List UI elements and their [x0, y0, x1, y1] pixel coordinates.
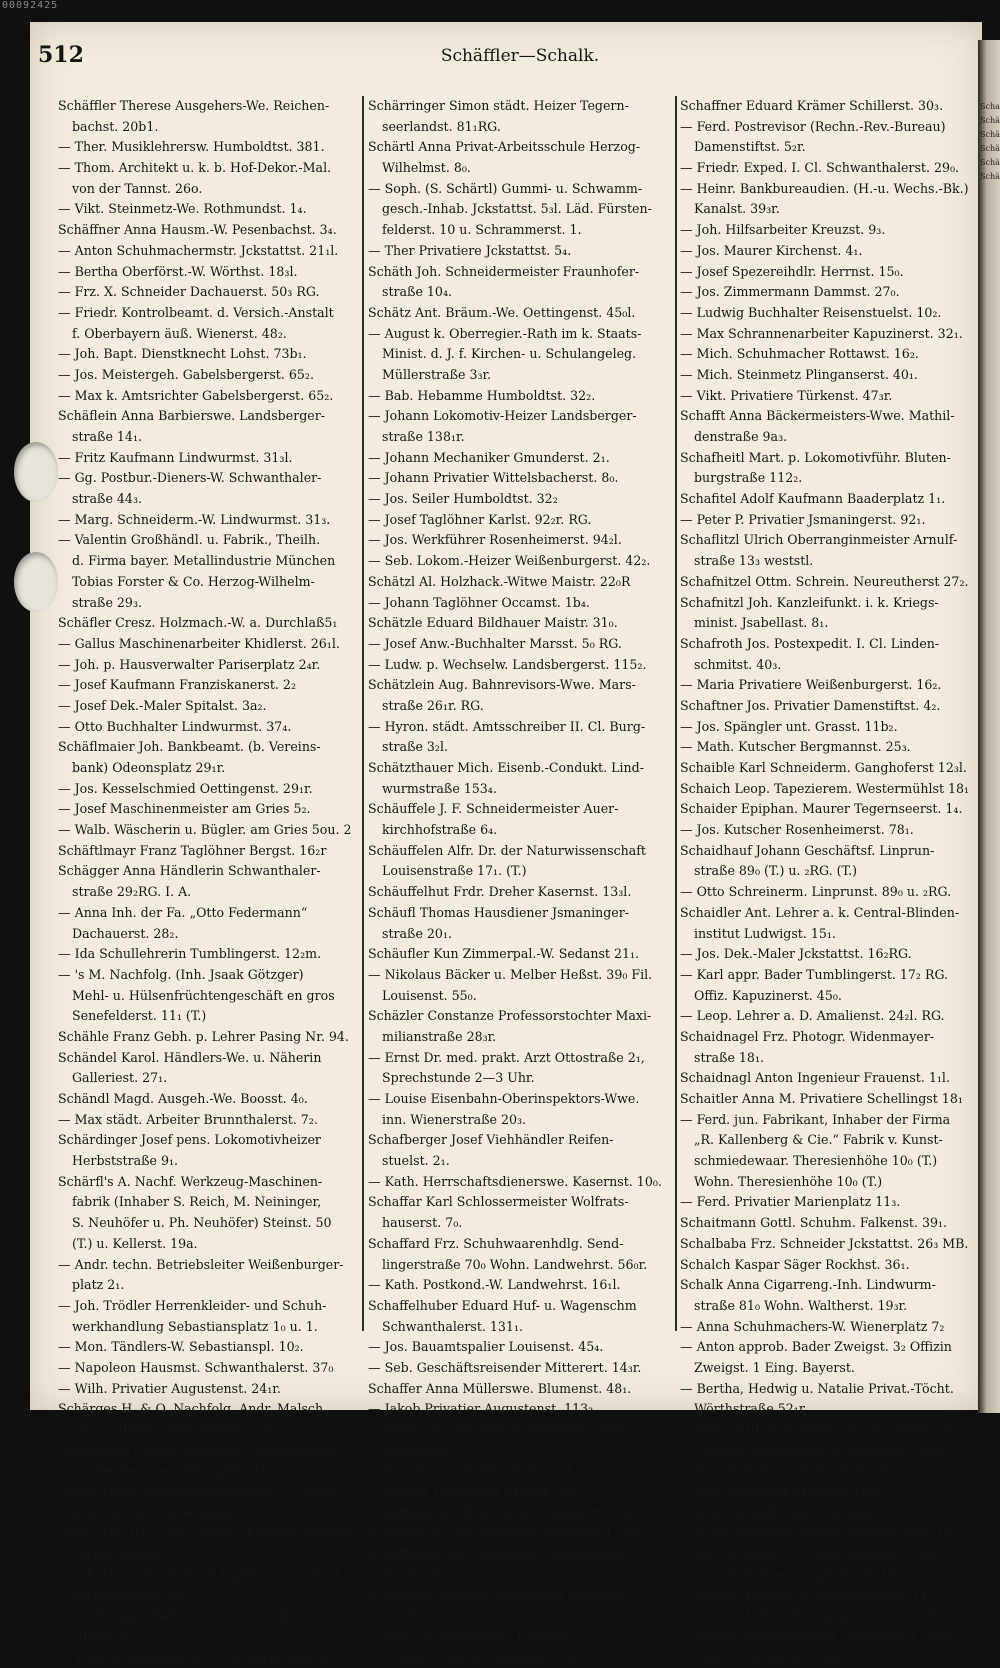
directory-entry-line: — Casilda Wagenwärt.-W. Waltherst. 19₃r.	[680, 1442, 946, 1458]
directory-entry-line: — Marg. Schneiderm.-W. Lindwurmst. 31₃.	[58, 511, 331, 527]
directory-entry-line: Sprechstunde 2—3 Uhr.	[382, 1070, 535, 1086]
directory-entry-line: — Soph. (S. Schärtl) Gummi- u. Schwamm-	[368, 180, 643, 196]
directory-entry-line: Schändel Karol. Händlers-We. u. Näherin	[58, 1049, 322, 1065]
directory-entry-line: Galleriest. 27₁.	[72, 1070, 168, 1086]
directory-entry-line: — Anna Schuhmachers-W. Wienerplatz 7₂	[680, 1318, 945, 1334]
directory-entry-line: u. Oberbeamter Petersplatz 10₂	[72, 1463, 275, 1479]
directory-entry-line: — Ludw. p. Wechselw. Landsbergerst. 115₂.	[368, 656, 647, 672]
directory-entry-line: — Josef Spezereihdlr. Herrnst. 15₀.	[680, 263, 904, 279]
directory-entry-line: schmitst. 40₃.	[694, 656, 782, 672]
directory-entry-line: Schalch Kaspar Säger Rockhst. 36₁.	[680, 1256, 910, 1272]
directory-entry-line: — Seb. Geschäftsreisender Mitterert. 14₃r.	[368, 1359, 642, 1375]
directory-entry-line: gesch.-Inhab. Jckstattst. 5₃l. Läd. Fürsten-	[382, 201, 652, 217]
directory-entry-line: Schafheitl Mart. p. Lokomotivführ. Bluten-	[680, 449, 951, 465]
directory-entry-line: Schäffler Therese Ausgehers-We. Reichen-	[58, 98, 330, 113]
directory-entry-line: d. Firma bayer. Metallindustrie München	[72, 553, 336, 569]
directory-entry-line: straße 81₀ Wohn. Waltherst. 19₃r.	[694, 1297, 908, 1313]
directory-entry-line: Senefelderst. 11₁ (T.)	[72, 1008, 207, 1024]
column-rule	[362, 96, 364, 1331]
directory-entry-line: Schaitmann Gottl. Schuhm. Falkenst. 39₁.	[680, 1215, 948, 1231]
directory-entry-line: — Valentin Großhändl. u. Fabrik., Theilh.	[58, 532, 321, 548]
directory-entry-line: Dachauerst. 28₂.	[72, 925, 179, 941]
adjacent-page-text: Scha Schä Schä Schä Schä Schä	[980, 102, 1000, 181]
directory-entry-line: Gesch. Jckstattst. 3 ₀RG.	[694, 1649, 850, 1665]
directory-entry-line: Tobias Forster & Co. Herzog-Wilhelm-	[72, 573, 315, 589]
directory-entry-line: Schäflmaier Joh. Bankbeamt. (b. Vereins-	[58, 739, 321, 755]
directory-entry-line: — Frz. X. Schneider Dachauerst. 50₃ RG.	[58, 284, 320, 300]
directory-entry-line: — Johann Privatier Wittelsbacherst. 8₀.	[368, 470, 619, 486]
directory-entry-line: — Christ. Privatier Sonnenst. 10₁.	[368, 1649, 585, 1665]
directory-entry-line: — Wilh. Privatier Augustenst. 24₁r.	[58, 1380, 281, 1396]
directory-entry-line: Schärringer Simon städt. Heizer Tegern-	[368, 98, 629, 113]
column-rule	[675, 96, 677, 1331]
directory-entry-line: wiesenfeld 21₁.	[382, 1442, 480, 1458]
directory-entry-line: — Jak. (Fa. Gebr. Schärl) Kupferschmiedmst.	[58, 1566, 344, 1582]
directory-entry-line: — Josef Schäffler am Durchlaß 18¹/₂₀.	[680, 1504, 920, 1520]
directory-entry-line: Schärges H. & O. Nachfolg. Andr. Malsch	[58, 1401, 324, 1417]
directory-entry-line: — Seb. Lokom.-Heizer Weißenburgerst. 42₂.	[368, 553, 651, 569]
directory-entry-line: Herbststraße 9₁.	[72, 1153, 179, 1169]
directory-entry-line: Schaider Epiphan. Maurer Tegernseerst. 1₄.	[680, 801, 963, 817]
directory-entry-line: — Leop. Lehrer a. D. Amalienst. 24₂l. RG.	[680, 1008, 945, 1024]
directory-entry-line: Schafft Anna Bäckermeisters-Wwe. Mathil-	[680, 408, 955, 424]
directory-entry-line: Schärfl's A. Nachf. Werkzeug-Maschinen-	[58, 1173, 323, 1189]
directory-entry-line: — Jos. Meistergeh. Gabelsbergerst. 65₂.	[58, 366, 314, 382]
directory-entry-line: Schäufl Thomas Hausdiener Jsmaninger-	[368, 904, 630, 920]
directory-entry-line: Schafitel Adolf Kaufmann Baaderplatz 1₁.	[680, 491, 946, 507]
directory-entry-line: Charcutiergeschäft Dienerst. 8₀.	[72, 1422, 280, 1437]
directory-entry-line: straße 26₁r. RG.	[382, 697, 484, 713]
directory-entry-line: Damenstiftst. 5₂r.	[694, 139, 806, 155]
directory-entry-line: — Mich. Schuhmacher Rottawst. 16₂.	[680, 346, 919, 362]
directory-entry-line: Schärl Gebr. Kupferschmiedgesch. u. Metall	[58, 1484, 341, 1500]
directory-entry-line: milianstraße 28₃r.	[382, 1028, 497, 1044]
directory-entry-line: straße 18₁.	[694, 1049, 764, 1065]
directory-entry-line: inn. Wienerstraße 20₃.	[382, 1111, 527, 1127]
directory-entry-line: — Gg. Postbur.-Dieners-W. Schwanthaler-	[58, 470, 322, 486]
directory-entry-line: — Bertha Oberförst.-W. Wörthst. 18₃l.	[58, 263, 298, 279]
directory-entry-line: — Thom. Architekt u. k. b. Hof-Dekor.-Mal.	[58, 160, 332, 176]
directory-entry-line: Schaitler Anna M. Privatiere Schellingst 18₁	[680, 1091, 963, 1106]
directory-entry-line: Schaffer Anna Müllerswe. Blumenst. 48₁.	[368, 1380, 632, 1396]
directory-entry-line: Färbergraben 2₀1.	[72, 1587, 190, 1603]
directory-entry-line: Schaffmeier Jos. Ausgeher Gabelsberger-	[368, 1546, 632, 1562]
directory-entry-line: Offiz. Kapuzinerst. 45₀.	[694, 987, 842, 1003]
directory-entry-line: — Ther. Schullehrer. a. D. Färbergraben 2₂.	[58, 1649, 336, 1665]
directory-entry-line: Färbergraben 2₀1.	[72, 1546, 190, 1562]
directory-entry-line: Schäuffelhut Frdr. Dreher Kasernst. 13₃l.	[368, 884, 632, 900]
directory-entry-line: — Max Schrannenarbeiter Kapuzinerst. 32₁.	[680, 325, 963, 341]
running-head: Schäffler—Schalk.	[440, 46, 600, 66]
directory-entry-line: Schägger Anna Händlerin Schwanthaler-	[58, 863, 321, 879]
column-1	[58, 96, 355, 1665]
directory-entry-line: S. Neuhöfer u. Ph. Neuhöfer) Steinst. 50	[72, 1215, 332, 1231]
directory-entry-line: seerlandst. 81₁RG.	[382, 118, 501, 134]
directory-entry-line: Schaffitz Gg. Werkmeister Augustenst. 83₃.	[368, 1525, 645, 1541]
directory-entry-line: — Friedr. Kontrolbeamt. d. Versich.-Anstalt	[58, 304, 334, 320]
directory-entry-line: Schafroth Jos. Postexpedit. I. Cl. Linden-	[680, 635, 940, 651]
directory-entry-line: Schaidnagel Frz. Photogr. Widenmayer-	[680, 1028, 935, 1044]
directory-entry-line: Schäringer Ludwig städtisch. Fondskassier	[58, 1442, 335, 1458]
directory-entry-line: — Ida Schullehrerin Tumblingerst. 12₂m.	[58, 946, 322, 962]
directory-entry-line: — Kath. Postkond.-W. Landwehrst. 16₁l.	[368, 1277, 621, 1293]
directory-entry-line: institut Ludwigst. 15₁.	[694, 925, 836, 941]
directory-entry-line: Schwanthalerst. 131₁.	[382, 1318, 523, 1334]
directory-entry-line: Schäflein Anna Barbierswe. Landsberger-	[58, 408, 326, 424]
directory-entry-line: — Ludwig Buchhalter Reisenstuelst. 10₂.	[680, 304, 942, 320]
directory-entry-line: — Jos. Kutscher Rosenheimerst. 78₁.	[680, 822, 914, 838]
directory-entry-line: — Mon. Tändlers-W. Sebastianspl. 10₂.	[58, 1339, 304, 1355]
directory-entry-line: — Heinr. Marketenderei-Verwalter Ober-	[368, 1422, 629, 1437]
directory-entry-line: — 's M. Nachfolg. (Inh. Jsaak Götzger)	[58, 966, 304, 982]
directory-entry-line: — Bab. Hebamme Humboldtst. 32₂.	[368, 387, 596, 403]
directory-entry-line: — Jos. Bauamtspalier Louisenst. 45₄.	[368, 1339, 604, 1355]
directory-entry-line: Wohn. Theresienhöhe 10₀ (T.)	[694, 1173, 883, 1189]
directory-entry-line: — Karl appr. Bader Tumblingerst. 17₂ RG.	[680, 966, 949, 982]
adjacent-page-edge	[978, 40, 1000, 1413]
directory-entry-line: „R. Kallenberg & Cie.“ Fabrik v. Kunst-	[694, 1132, 943, 1148]
directory-entry-line: Kanalst. 39₃r.	[694, 201, 780, 217]
directory-entry-line: — Vikt. Steinmetz-We. Rothmundst. 1₄.	[58, 201, 307, 217]
directory-entry-line: — Jos. Spängler unt. Grasst. 11b₂.	[680, 718, 898, 734]
directory-entry-line: Schaich Leop. Tapezierem. Westermühlst 18₁	[680, 780, 970, 796]
directory-entry-line: — Peter P. Privatier Jsmaningerst. 92₁.	[680, 511, 926, 527]
directory-entry-line: — Robert Tapezierer Arcisst. 58₁.	[368, 1484, 582, 1500]
directory-entry-line: denstraße 9a₃.	[694, 429, 788, 444]
directory-entry-line: — Andr. Schreinergeh. Dammst. 23₁.	[368, 1628, 604, 1644]
directory-entry-line: — Otto Schreinerm. Linprunst. 89₀ u. ₂RG.	[680, 884, 952, 900]
directory-entry-line: — Joh. Trödler Herrenkleider- und Schuh-	[58, 1297, 327, 1313]
directory-entry-line: — Johann Taglöhner Occamst. 1b₄.	[368, 594, 590, 610]
directory-entry-line: Schafberger Josef Viehhändler Reifen-	[368, 1132, 614, 1148]
directory-entry-line: minist. Jsabellast. 8₁.	[694, 615, 829, 631]
binding-hole	[14, 442, 58, 502]
directory-entry-line: Schaffelhuber Eduard Huf- u. Wagenschm	[368, 1297, 637, 1313]
directory-entry-line: — Jos. Dek.-Maler Jckstattst. 16₂RG.	[680, 946, 912, 962]
directory-entry-line: straße 20₂l.	[72, 1628, 147, 1644]
directory-entry-line: fabrik (Inhaber S. Reich, M. Neininger,	[72, 1194, 322, 1210]
page-number: 512	[38, 42, 84, 68]
directory-entry-line: — Andr. techn. Betriebsleiter Weißenburger-	[58, 1256, 344, 1272]
directory-entry-line: Schäuffele J. F. Schneidermeister Auer-	[368, 801, 619, 817]
directory-entry-line: Schaftner Jos. Privatier Damenstiftst. 4₂.	[680, 697, 941, 713]
directory-entry-line: — Maria Privatiere Weißenburgerst. 16₂.	[680, 677, 942, 693]
directory-entry-line: schmiedewaar. Theresienhöhe 10₀ (T.)	[694, 1153, 938, 1169]
directory-entry-line: Schaffner Eduard Krämer Schillerst. 30₃.	[680, 98, 944, 113]
directory-entry-line: Schaffhauser Mich. Melber Adalbertst. 43₀.	[368, 1504, 646, 1520]
directory-entry-line: straße 138₁r.	[382, 429, 465, 444]
directory-entry-line: Schärl Gg. (Fa. Gebr. Schärl) Kupferschmiedm	[58, 1525, 355, 1541]
directory-entry-line: — Josef Taglöhner Karlst. 92₂r. RG.	[368, 511, 592, 527]
directory-entry-line: — Joh. Hilfsarbeiter Kreuzst. 9₃.	[680, 222, 886, 238]
directory-entry-line: — Fritz Kaufmann Lindwurmst. 31₃l.	[58, 449, 293, 465]
directory-entry-line: — Johann Lokomotiv-Heizer Landsberger-	[368, 408, 637, 424]
directory-entry-line: waaren-Fbk. Färbergraben 2₀1.	[72, 1504, 274, 1520]
directory-entry-line: — Ferd. Privatier Marienplatz 11₃.	[680, 1194, 901, 1210]
directory-entry-line: Louisenstraße 17₁. (T.)	[382, 863, 527, 879]
directory-entry-line: Schäffner Anna Hausm.-W. Pesenbachst. 3₄.	[58, 222, 337, 238]
directory-entry-line: — Joh. p. Hausverwalter Pariserplatz 2₄r.	[58, 656, 321, 672]
directory-entry-line: — Jos. Kesselschmied Oettingenst. 29₁r.	[58, 780, 313, 796]
directory-entry-line: Schärdinger Josef pens. Lokomotivheizer	[58, 1132, 321, 1148]
directory-entry-line: — Bon. Sattl.-u. Tapezierem. ob. Feldst. 16₀.	[680, 1422, 963, 1437]
directory-entry-line: — Jos. Seiler Humboldtst. 32₂	[368, 491, 558, 507]
directory-entry-line: Schärtl Anna Privat-Arbeitsschule Herzog-	[368, 139, 641, 155]
directory-entry-line: Schäfler Cresz. Holzmach.-W. a. Durchlaß5₁	[58, 615, 338, 631]
directory-entry-line: — Joh. Bapt. Dienstknecht Lohst. 73b₁.	[58, 346, 307, 362]
directory-entry-line: — Kar. Schuhm.-W. Gewürzmühlst. 1₃₀RG.	[680, 1546, 947, 1562]
directory-entry-line: lingerstraße 70₀ Wohn. Landwehrst. 56₀r.	[382, 1256, 648, 1272]
directory-entry-line: Schafnitzel Ottm. Schrein. Neureutherst 27₂.	[680, 573, 969, 589]
directory-entry-line: — August k. Oberregier.-Rath im k. Staats-	[368, 325, 642, 341]
directory-entry-line: — Joh. Taglöhner Bruderhofst. 9₃.	[680, 1463, 896, 1479]
directory-entry-line: Schaflitzl Ulrich Oberranginmeister Arnulf-	[680, 532, 958, 548]
directory-entry-line: — Anton Schuhmachermstr. Jckstattst. 21₁l.	[58, 242, 339, 258]
directory-entry-line: Schalk Anna Cigarreng.-Inh. Lindwurm-	[680, 1277, 936, 1293]
directory-entry-line: stuelst. 2₁.	[382, 1153, 450, 1169]
directory-entry-line: — Ernst Dr. med. prakt. Arzt Ottostraße 2₁,	[368, 1049, 645, 1065]
directory-entry-line: — Josef Wagenwärtergeh. Rupprechtst. 16₂.	[680, 1525, 962, 1541]
directory-entry-line: — Bertha, Hedwig u. Natalie Privat.-Töcht.	[680, 1380, 954, 1396]
directory-entry-line: straße 89₀ (T.) u. ₂RG. (T.)	[694, 863, 858, 879]
directory-entry-line: straße 13₃ weststl.	[694, 553, 814, 569]
directory-entry-line: — Maria Müllers-W. Adelgundenst. 19₂RG.	[680, 1608, 951, 1624]
directory-entry-line: Schaidnagl Anton Ingenieur Frauenst. 1₁l.	[680, 1070, 950, 1086]
directory-entry-line: Schäftlmayr Franz Taglöhner Bergst. 16₂r	[58, 842, 327, 858]
directory-entry-line: Schaidler Ant. Lehrer a. k. Central-Blinden-	[680, 904, 960, 920]
directory-entry-line: straße 29₂RG. I. A.	[72, 884, 192, 900]
directory-entry-line: Schäth Joh. Schneidermeister Fraunhofer-	[368, 263, 640, 279]
directory-entry-line: straße 10₄.	[382, 284, 452, 300]
directory-entry-line: Schäuffelen Alfr. Dr. der Naturwissenschaft	[368, 842, 646, 858]
directory-entry-line: — Louise Eisenbahn-Oberinspektors-Wwe.	[368, 1091, 640, 1106]
directory-entry-line: Schalbaba Frz. Schneider Jckstattst. 26₃ MB.	[680, 1235, 969, 1251]
directory-entry-line: Minist. d. J. f. Kirchen- u. Schulangeleg.	[382, 346, 637, 362]
directory-entry-line: — Mich. Steinmetz Plinganserst. 40₁.	[680, 366, 918, 382]
directory-entry-line: — Ferd. jun. Fabrikant, Inhaber der Firma	[680, 1111, 951, 1127]
directory-entry-line: — Friedr. Exped. I. Cl. Schwanthalerst. 29₀.	[680, 160, 960, 176]
directory-entry-line: — Ther. Musiklehrersw. Humboldtst. 381.	[58, 139, 325, 155]
directory-entry-line: platz 2₁.	[72, 1277, 125, 1293]
directory-entry-line: Schätzl Al. Holzhack.-Witwe Maistr. 22₀R	[368, 573, 631, 589]
directory-entry-line: — Ferd. Postrevisor (Rechn.-Rev.-Bureau)	[680, 118, 946, 134]
directory-entry-line: burgstraße 112₂.	[694, 470, 803, 486]
directory-entry-line: straße 20₁.	[382, 925, 452, 941]
directory-entry-line: bank) Odeonsplatz 29₁r.	[72, 760, 226, 775]
directory-entry-line: — Josef Dek.-Maler Spitalst. 3a₂.	[58, 697, 267, 713]
directory-entry-line: Schähle Franz Gebh. p. Lehrer Pasing Nr. 94.	[58, 1028, 349, 1044]
directory-entry-line: — Ther Privatiere Jckstattst. 5₄.	[368, 242, 572, 258]
directory-entry-line: Schaible Karl Schneiderm. Ganghoferst 12₃l.	[680, 760, 967, 775]
directory-entry-line: — Joh. Taglöhner Marktst. 12₃r	[680, 1484, 880, 1500]
directory-entry-line: Schaffner Andregs Obermüller Sommer-	[368, 1587, 627, 1603]
directory-entry-line: — Vikt. Privatiere Türkenst. 47₃r.	[680, 387, 893, 403]
directory-entry-line: — Max städt. Arbeiter Brunnthalerst. 7₂.	[58, 1111, 318, 1127]
directory-entry-line: von der Tannst. 26o.	[72, 180, 203, 196]
directory-entry-line: — Otto Buchhalter Lindwurmst. 37₄.	[58, 718, 292, 734]
directory-entry-line: — Walb. Wäscherin u. Bügler. am Gries 5ou. 2	[58, 822, 352, 838]
directory-entry-line: — Joh. Schmiedhelfer Orleansst. 1₃r.	[368, 1463, 602, 1479]
directory-entry-line: — Hyron. städt. Amtsschreiber II. Cl. Burg-	[368, 718, 646, 734]
directory-entry-line: Schaidhauf Johann Geschäftsf. Linprun-	[680, 842, 935, 858]
directory-entry-line: — Jos. Maurer Kirchenst. 4₁.	[680, 242, 863, 258]
directory-entry-line: werkhandlung Sebastiansplatz 1₀ u. 1.	[72, 1318, 318, 1334]
directory-entry-line: — Heinr. Bankbureaudien. (H.-u. Wechs.-Bk.)	[680, 180, 969, 196]
directory-entry-line: Schätzle Eduard Bildhauer Maistr. 31₀.	[368, 615, 618, 631]
directory-entry-line: — Jakob Privatier Augustenst. 113₂.	[368, 1401, 598, 1417]
directory-entry-line: Zweigst. 1 Eing. Bayerst.	[694, 1359, 855, 1375]
directory-entry-line: — Jos. Zimmermann Dammst. 27₀.	[680, 284, 900, 300]
directory-entry-line: Schätz Ant. Bräum.-We. Oettingenst. 45₀l.	[368, 304, 636, 320]
directory-entry-line: Schändl Magd. Ausgeh.-We. Boosst. 4₀.	[58, 1091, 308, 1106]
directory-entry-line: — Jos. Werkführer Rosenheimerst. 94₂l.	[368, 532, 622, 548]
directory-entry-line: straße 44₃.	[72, 491, 142, 507]
directory-entry-line: — Anna Inh. der Fa. „Otto Federmann“	[58, 904, 308, 920]
directory-entry-line: — Ludw. appr. Bader u. Zahntechnik. Türken-	[58, 1608, 350, 1624]
directory-entry-line: Wilhelmst. 8₀.	[382, 160, 471, 176]
directory-entry-line: — Max k. Amtsrichter Gabelsbergerst. 65₂.	[58, 387, 334, 403]
directory-entry-line: — Josef Anw.-Buchhalter Marsst. 5₀ RG.	[368, 635, 622, 651]
directory-entry-line: bachst. 20b1.	[72, 118, 159, 134]
directory-entry-line: kirchhofstraße 6₄.	[382, 822, 498, 838]
directory-entry-line: straße 3₂l.	[382, 739, 449, 755]
directory-entry-line: straße 68₀.	[382, 1566, 452, 1582]
directory-entry-line: Schaffard Frz. Schuhwaarenhdlg. Send-	[368, 1235, 624, 1251]
directory-entry-line: hauserst. 7₀.	[382, 1215, 463, 1231]
directory-entry-line: f. Oberbayern äuß. Wienerst. 48₂.	[72, 325, 287, 341]
directory-entry-line: — Nikolaus Bäcker u. Melber Heßst. 39₀ Fil.	[368, 966, 653, 982]
directory-entry-line: — Johann Mechaniker Gmunderst. 2₁.	[368, 449, 610, 465]
directory-entry-line: Schafnitzl Joh. Kanzleifunkt. i. k. Kriegs-	[680, 594, 939, 610]
directory-entry-line: Schätzlein Aug. Bahnrevisors-Wwe. Mars-	[368, 677, 636, 693]
directory-entry-line: wurmstraße 153₄.	[382, 780, 497, 796]
directory-entry-line: — Kath. Herrschaftsdienerswe. Kasernst. 10₀.	[368, 1173, 662, 1189]
directory-entry-line: (T.) u. Kellerst. 19a.	[72, 1235, 198, 1251]
directory-entry-line: — Anton approb. Bader Zweigst. 3₂ Offizin	[680, 1339, 952, 1355]
directory-entry-line: — Maria Maurers-W. Lerchenfeldst. 14₁.	[680, 1587, 937, 1603]
directory-entry-line: Schäufler Kun Zimmerpal.-W. Sedanst 21₁.	[368, 946, 640, 962]
directory-entry-line: — Josef Maschinenmeister am Gries 5₂.	[58, 801, 311, 817]
directory-entry-line: Schaffar Karl Schlossermeister Wolfrats-	[368, 1194, 629, 1210]
directory-entry-line: — Napoleon Hausmst. Schwanthalerst. 37₀	[58, 1359, 334, 1375]
directory-entry-line: Schätzthauer Mich. Eisenb.-Condukt. Lind-	[368, 760, 644, 775]
directory-entry-line: — Gallus Maschinenarbeiter Khidlerst. 26₁l.	[58, 635, 340, 651]
directory-entry-line: Schäzler Constanze Professorstochter Maxi-	[368, 1008, 652, 1024]
directory-entry-line: Wörthstraße 52₁r.	[694, 1401, 808, 1417]
directory-entry-line: — Josef Kaufmann Franziskanerst. 2₂	[58, 677, 296, 693]
column-2	[368, 96, 662, 1665]
directory-entry-line: straße 7d₂.	[382, 1608, 453, 1624]
directory-entry-line: Louisenst. 55₀.	[382, 987, 477, 1003]
binding-hole	[14, 552, 58, 612]
directory-entry-line: straße 29₃.	[72, 594, 142, 610]
directory-entry-line: felderst. 10 u. Schrammerst. 1.	[382, 222, 582, 238]
scan-id-label: 00092425	[2, 0, 59, 11]
column-3	[680, 96, 970, 1665]
directory-entry-line: — Martin Nagelschmied Lindwurmst. 9₂RG.	[680, 1628, 961, 1644]
directory-entry-line: — Math. Kutscher Bergmannst. 25₃.	[680, 739, 911, 755]
directory-entry-line: Mehl- u. Hülsenfrüchtengeschäft en gros	[72, 987, 335, 1003]
directory-entry-line: Müllerstraße 3₃r.	[382, 366, 492, 382]
directory-entry-line: straße 14₁.	[72, 429, 142, 444]
directory-entry-line: — Lor. Taglöhner Ganghoferst. 16₁.	[680, 1566, 906, 1582]
